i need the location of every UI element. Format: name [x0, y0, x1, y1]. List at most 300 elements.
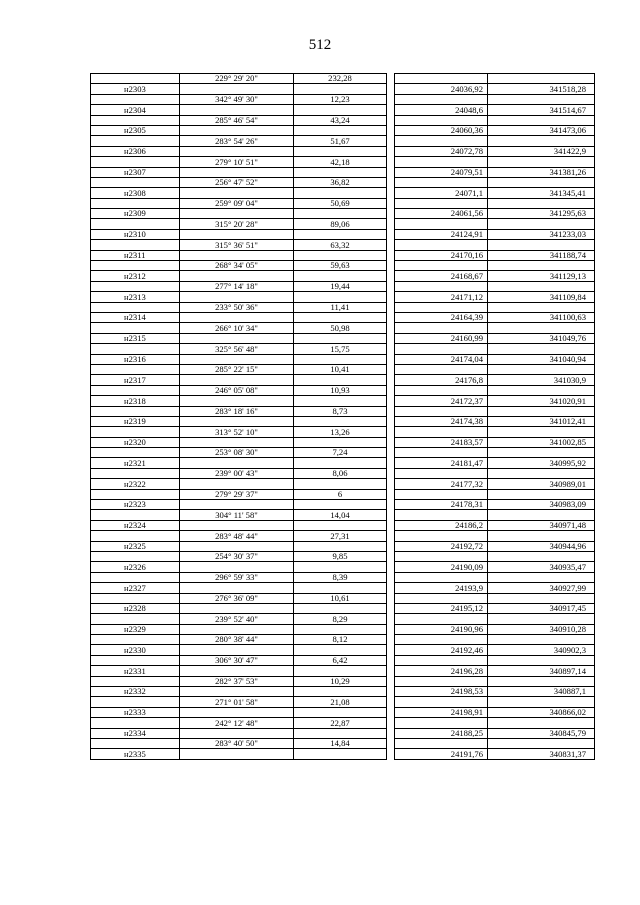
x-coordinate-cell: [395, 635, 488, 645]
point-row: [91, 728, 595, 738]
segment-length-cell: 6,42: [294, 655, 387, 665]
gap-cell: [387, 281, 395, 291]
segment-row: [91, 323, 595, 333]
point-name-cell: [91, 74, 180, 84]
segment-length-cell: [294, 603, 387, 613]
x-coordinate-cell: [395, 614, 488, 624]
gap-cell: [387, 105, 395, 115]
point-name-cell: [91, 718, 180, 728]
point-name-cell: [91, 614, 180, 624]
y-coordinate-cell: 340910,28: [488, 624, 595, 634]
segment-length-cell: 50,98: [294, 323, 387, 333]
gap-cell: [387, 520, 395, 530]
x-coordinate-cell: [395, 219, 488, 229]
gap-cell: [387, 354, 395, 364]
gap-cell: [387, 687, 395, 697]
y-coordinate-cell: 341002,85: [488, 437, 595, 447]
gap-cell: [387, 136, 395, 146]
point-name-cell: н2335: [91, 749, 180, 759]
direction-angle-cell: [180, 458, 294, 468]
segment-length-cell: 63,32: [294, 240, 387, 250]
point-name-cell: [91, 489, 180, 499]
point-name-cell: [91, 448, 180, 458]
segment-row: [91, 406, 595, 416]
x-coordinate-cell: [395, 198, 488, 208]
point-row: [91, 479, 595, 489]
point-name-cell: [91, 261, 180, 271]
x-coordinate-cell: [395, 302, 488, 312]
x-coordinate-cell: [395, 385, 488, 395]
x-coordinate-cell: 24195,12: [395, 603, 488, 613]
point-name-cell: [91, 697, 180, 707]
direction-angle-cell: [180, 209, 294, 219]
segment-length-cell: 89,06: [294, 219, 387, 229]
point-row: [91, 292, 595, 302]
x-coordinate-cell: [395, 74, 488, 84]
y-coordinate-cell: [488, 635, 595, 645]
point-name-cell: н2322: [91, 479, 180, 489]
gap-cell: [387, 177, 395, 187]
point-name-cell: [91, 240, 180, 250]
point-name-cell: [91, 676, 180, 686]
gap-cell: [387, 655, 395, 665]
x-coordinate-cell: 24174,38: [395, 416, 488, 426]
segment-length-cell: 8,06: [294, 468, 387, 478]
x-coordinate-cell: [395, 697, 488, 707]
point-name-cell: н2314: [91, 312, 180, 322]
x-coordinate-cell: 24176,8: [395, 375, 488, 385]
y-coordinate-cell: [488, 448, 595, 458]
direction-angle-cell: 304° 11' 58": [180, 510, 294, 520]
segment-length-cell: [294, 666, 387, 676]
x-coordinate-cell: 24170,16: [395, 250, 488, 260]
point-row: [91, 624, 595, 634]
segment-length-cell: [294, 250, 387, 260]
point-name-cell: [91, 551, 180, 561]
segment-length-cell: [294, 125, 387, 135]
point-name-cell: [91, 115, 180, 125]
x-coordinate-cell: 24190,09: [395, 562, 488, 572]
segment-row: [91, 157, 595, 167]
x-coordinate-cell: 24164,39: [395, 312, 488, 322]
y-coordinate-cell: 341040,94: [488, 354, 595, 364]
y-coordinate-cell: [488, 385, 595, 395]
gap-cell: [387, 468, 395, 478]
y-coordinate-cell: [488, 489, 595, 499]
direction-angle-cell: [180, 624, 294, 634]
y-coordinate-cell: [488, 115, 595, 125]
point-name-cell: [91, 198, 180, 208]
y-coordinate-cell: 341049,76: [488, 333, 595, 343]
segment-row: [91, 739, 595, 749]
point-row: [91, 687, 595, 697]
direction-angle-cell: [180, 146, 294, 156]
segment-length-cell: 8,73: [294, 406, 387, 416]
segment-length-cell: [294, 562, 387, 572]
point-row: [91, 603, 595, 613]
gap-cell: [387, 261, 395, 271]
gap-cell: [387, 364, 395, 374]
y-coordinate-cell: [488, 157, 595, 167]
segment-length-cell: [294, 624, 387, 634]
y-coordinate-cell: 341020,91: [488, 396, 595, 406]
segment-length-cell: [294, 354, 387, 364]
direction-angle-cell: 283° 48' 44": [180, 531, 294, 541]
y-coordinate-cell: 340917,45: [488, 603, 595, 613]
direction-angle-cell: 259° 09' 04": [180, 198, 294, 208]
point-name-cell: н2313: [91, 292, 180, 302]
direction-angle-cell: 280° 38' 44": [180, 635, 294, 645]
gap-cell: [387, 396, 395, 406]
segment-row: [91, 489, 595, 499]
segment-length-cell: 12,23: [294, 94, 387, 104]
x-coordinate-cell: 24191,76: [395, 749, 488, 759]
y-coordinate-cell: [488, 614, 595, 624]
direction-angle-cell: [180, 292, 294, 302]
x-coordinate-cell: 24171,12: [395, 292, 488, 302]
y-coordinate-cell: 340866,02: [488, 707, 595, 717]
gap-cell: [387, 551, 395, 561]
direction-angle-cell: [180, 437, 294, 447]
gap-cell: [387, 385, 395, 395]
segment-length-cell: [294, 707, 387, 717]
gap-cell: [387, 707, 395, 717]
gap-cell: [387, 125, 395, 135]
x-coordinate-cell: 24190,96: [395, 624, 488, 634]
x-coordinate-cell: 24186,2: [395, 520, 488, 530]
gap-cell: [387, 728, 395, 738]
segment-length-cell: 10,41: [294, 364, 387, 374]
y-coordinate-cell: [488, 261, 595, 271]
point-name-cell: [91, 427, 180, 437]
point-row: [91, 458, 595, 468]
segment-length-cell: [294, 728, 387, 738]
y-coordinate-cell: 340902,3: [488, 645, 595, 655]
segment-row: [91, 177, 595, 187]
y-coordinate-cell: [488, 551, 595, 561]
direction-angle-cell: [180, 250, 294, 260]
direction-angle-cell: [180, 396, 294, 406]
segment-length-cell: [294, 271, 387, 281]
coordinates-table: [90, 73, 595, 760]
point-name-cell: [91, 177, 180, 187]
x-coordinate-cell: 24183,57: [395, 437, 488, 447]
point-row: [91, 354, 595, 364]
y-coordinate-cell: 341422,9: [488, 146, 595, 156]
x-coordinate-cell: 24177,32: [395, 479, 488, 489]
direction-angle-cell: 283° 40' 50": [180, 739, 294, 749]
segment-row: [91, 302, 595, 312]
point-name-cell: [91, 385, 180, 395]
segment-length-cell: [294, 645, 387, 655]
segment-length-cell: 14,04: [294, 510, 387, 520]
segment-length-cell: 8,29: [294, 614, 387, 624]
segment-length-cell: 43,24: [294, 115, 387, 125]
point-name-cell: н2307: [91, 167, 180, 177]
gap-cell: [387, 229, 395, 239]
direction-angle-cell: [180, 188, 294, 198]
x-coordinate-cell: 24160,99: [395, 333, 488, 343]
segment-row: [91, 364, 595, 374]
gap-cell: [387, 562, 395, 572]
x-coordinate-cell: [395, 323, 488, 333]
point-row: [91, 500, 595, 510]
y-coordinate-cell: [488, 406, 595, 416]
gap-cell: [387, 437, 395, 447]
x-coordinate-cell: 24124,91: [395, 229, 488, 239]
y-coordinate-cell: 341345,41: [488, 188, 595, 198]
x-coordinate-cell: 24198,91: [395, 707, 488, 717]
point-name-cell: н2329: [91, 624, 180, 634]
direction-angle-cell: 268° 34' 05": [180, 261, 294, 271]
direction-angle-cell: 266° 10' 34": [180, 323, 294, 333]
segment-row: [91, 261, 595, 271]
x-coordinate-cell: 24036,92: [395, 84, 488, 94]
gap-cell: [387, 375, 395, 385]
direction-angle-cell: [180, 520, 294, 530]
gap-cell: [387, 448, 395, 458]
direction-angle-cell: [180, 728, 294, 738]
y-coordinate-cell: 341188,74: [488, 250, 595, 260]
point-name-cell: [91, 219, 180, 229]
segment-length-cell: 232,28: [294, 74, 387, 84]
x-coordinate-cell: [395, 281, 488, 291]
segment-row: [91, 614, 595, 624]
y-coordinate-cell: [488, 697, 595, 707]
direction-angle-cell: 256° 47' 52": [180, 177, 294, 187]
point-name-cell: н2316: [91, 354, 180, 364]
y-coordinate-cell: [488, 531, 595, 541]
point-row: [91, 749, 595, 759]
gap-cell: [387, 583, 395, 593]
segment-length-cell: [294, 312, 387, 322]
segment-length-cell: 42,18: [294, 157, 387, 167]
direction-angle-cell: 313° 52' 10": [180, 427, 294, 437]
y-coordinate-cell: 341473,06: [488, 125, 595, 135]
y-coordinate-cell: [488, 427, 595, 437]
segment-length-cell: 7,24: [294, 448, 387, 458]
x-coordinate-cell: [395, 551, 488, 561]
point-row: [91, 105, 595, 115]
x-coordinate-cell: [395, 177, 488, 187]
segment-length-cell: 15,75: [294, 344, 387, 354]
segment-row: [91, 281, 595, 291]
segment-length-cell: 9,85: [294, 551, 387, 561]
point-name-cell: н2323: [91, 500, 180, 510]
segment-row: [91, 572, 595, 582]
point-name-cell: [91, 468, 180, 478]
direction-angle-cell: 342° 49' 30": [180, 94, 294, 104]
gap-cell: [387, 157, 395, 167]
gap-cell: [387, 593, 395, 603]
point-row: [91, 645, 595, 655]
point-name-cell: [91, 510, 180, 520]
direction-angle-cell: [180, 105, 294, 115]
point-row: [91, 416, 595, 426]
gap-cell: [387, 666, 395, 676]
segment-length-cell: 22,87: [294, 718, 387, 728]
x-coordinate-cell: [395, 427, 488, 437]
point-row: [91, 375, 595, 385]
point-name-cell: н2326: [91, 562, 180, 572]
x-coordinate-cell: 24060,36: [395, 125, 488, 135]
gap-cell: [387, 209, 395, 219]
direction-angle-cell: [180, 312, 294, 322]
y-coordinate-cell: 341109,84: [488, 292, 595, 302]
gap-cell: [387, 323, 395, 333]
y-coordinate-cell: [488, 219, 595, 229]
gap-cell: [387, 479, 395, 489]
y-coordinate-cell: [488, 198, 595, 208]
y-coordinate-cell: 340897,14: [488, 666, 595, 676]
direction-angle-cell: [180, 687, 294, 697]
direction-angle-cell: [180, 707, 294, 717]
point-row: [91, 541, 595, 551]
x-coordinate-cell: 24071,1: [395, 188, 488, 198]
segment-row: [91, 427, 595, 437]
point-name-cell: н2320: [91, 437, 180, 447]
x-coordinate-cell: [395, 510, 488, 520]
point-name-cell: н2327: [91, 583, 180, 593]
x-coordinate-cell: [395, 468, 488, 478]
direction-angle-cell: 276° 36' 09": [180, 593, 294, 603]
point-row: [91, 250, 595, 260]
point-name-cell: [91, 655, 180, 665]
y-coordinate-cell: 340831,37: [488, 749, 595, 759]
gap-cell: [387, 531, 395, 541]
point-row: [91, 312, 595, 322]
gap-cell: [387, 718, 395, 728]
gap-cell: [387, 240, 395, 250]
direction-angle-cell: [180, 603, 294, 613]
point-name-cell: [91, 302, 180, 312]
point-name-cell: н2312: [91, 271, 180, 281]
x-coordinate-cell: 24198,53: [395, 687, 488, 697]
point-row: [91, 520, 595, 530]
y-coordinate-cell: 340983,09: [488, 500, 595, 510]
segment-length-cell: [294, 146, 387, 156]
point-name-cell: н2319: [91, 416, 180, 426]
point-name-cell: [91, 364, 180, 374]
point-name-cell: [91, 94, 180, 104]
y-coordinate-cell: 341100,63: [488, 312, 595, 322]
x-coordinate-cell: 24079,51: [395, 167, 488, 177]
segment-length-cell: [294, 396, 387, 406]
segment-length-cell: 11,41: [294, 302, 387, 312]
segment-row: [91, 655, 595, 665]
segment-length-cell: 27,31: [294, 531, 387, 541]
gap-cell: [387, 302, 395, 312]
direction-angle-cell: 233° 50' 36": [180, 302, 294, 312]
page-number: 512: [308, 37, 332, 53]
gap-cell: [387, 167, 395, 177]
x-coordinate-cell: [395, 489, 488, 499]
point-name-cell: [91, 344, 180, 354]
gap-cell: [387, 645, 395, 655]
x-coordinate-cell: 24072,78: [395, 146, 488, 156]
y-coordinate-cell: [488, 281, 595, 291]
segment-length-cell: [294, 188, 387, 198]
segment-length-cell: 6: [294, 489, 387, 499]
gap-cell: [387, 500, 395, 510]
point-row: [91, 84, 595, 94]
direction-angle-cell: 253° 08' 30": [180, 448, 294, 458]
direction-angle-cell: [180, 333, 294, 343]
y-coordinate-cell: [488, 510, 595, 520]
segment-length-cell: [294, 167, 387, 177]
point-name-cell: [91, 572, 180, 582]
x-coordinate-cell: [395, 136, 488, 146]
segment-row: [91, 448, 595, 458]
point-name-cell: н2321: [91, 458, 180, 468]
point-name-cell: н2331: [91, 666, 180, 676]
gap-cell: [387, 188, 395, 198]
gap-cell: [387, 427, 395, 437]
direction-angle-cell: [180, 541, 294, 551]
direction-angle-cell: 285° 22' 15": [180, 364, 294, 374]
y-coordinate-cell: 341030,9: [488, 375, 595, 385]
segment-row: [91, 240, 595, 250]
x-coordinate-cell: 24168,67: [395, 271, 488, 281]
segment-length-cell: 10,93: [294, 385, 387, 395]
point-name-cell: [91, 739, 180, 749]
segment-row: [91, 531, 595, 541]
segment-row: [91, 697, 595, 707]
y-coordinate-cell: 341381,26: [488, 167, 595, 177]
point-row: [91, 396, 595, 406]
y-coordinate-cell: 340989,01: [488, 479, 595, 489]
direction-angle-cell: [180, 479, 294, 489]
x-coordinate-cell: [395, 676, 488, 686]
segment-length-cell: 59,63: [294, 261, 387, 271]
direction-angle-cell: 239° 00' 43": [180, 468, 294, 478]
gap-cell: [387, 697, 395, 707]
segment-length-cell: 51,67: [294, 136, 387, 146]
direction-angle-cell: [180, 666, 294, 676]
y-coordinate-cell: [488, 676, 595, 686]
y-coordinate-cell: 340887,1: [488, 687, 595, 697]
y-coordinate-cell: [488, 468, 595, 478]
segment-row: [91, 344, 595, 354]
x-coordinate-cell: [395, 261, 488, 271]
point-name-cell: н2311: [91, 250, 180, 260]
segment-length-cell: [294, 229, 387, 239]
direction-angle-cell: 306° 30' 47": [180, 655, 294, 665]
gap-cell: [387, 416, 395, 426]
x-coordinate-cell: [395, 448, 488, 458]
x-coordinate-cell: 24196,28: [395, 666, 488, 676]
gap-cell: [387, 219, 395, 229]
direction-angle-cell: 254° 30' 37": [180, 551, 294, 561]
segment-length-cell: [294, 416, 387, 426]
y-coordinate-cell: [488, 94, 595, 104]
direction-angle-cell: [180, 562, 294, 572]
segment-length-cell: [294, 375, 387, 385]
gap-cell: [387, 739, 395, 749]
x-coordinate-cell: 24192,46: [395, 645, 488, 655]
gap-cell: [387, 312, 395, 322]
direction-angle-cell: 279° 29' 37": [180, 489, 294, 499]
segment-length-cell: [294, 84, 387, 94]
segment-row: [91, 136, 595, 146]
direction-angle-cell: 282° 37' 53": [180, 676, 294, 686]
segment-row: [91, 676, 595, 686]
point-name-cell: н2309: [91, 209, 180, 219]
segment-length-cell: [294, 749, 387, 759]
segment-length-cell: 50,69: [294, 198, 387, 208]
x-coordinate-cell: 24192,72: [395, 541, 488, 551]
gap-cell: [387, 94, 395, 104]
